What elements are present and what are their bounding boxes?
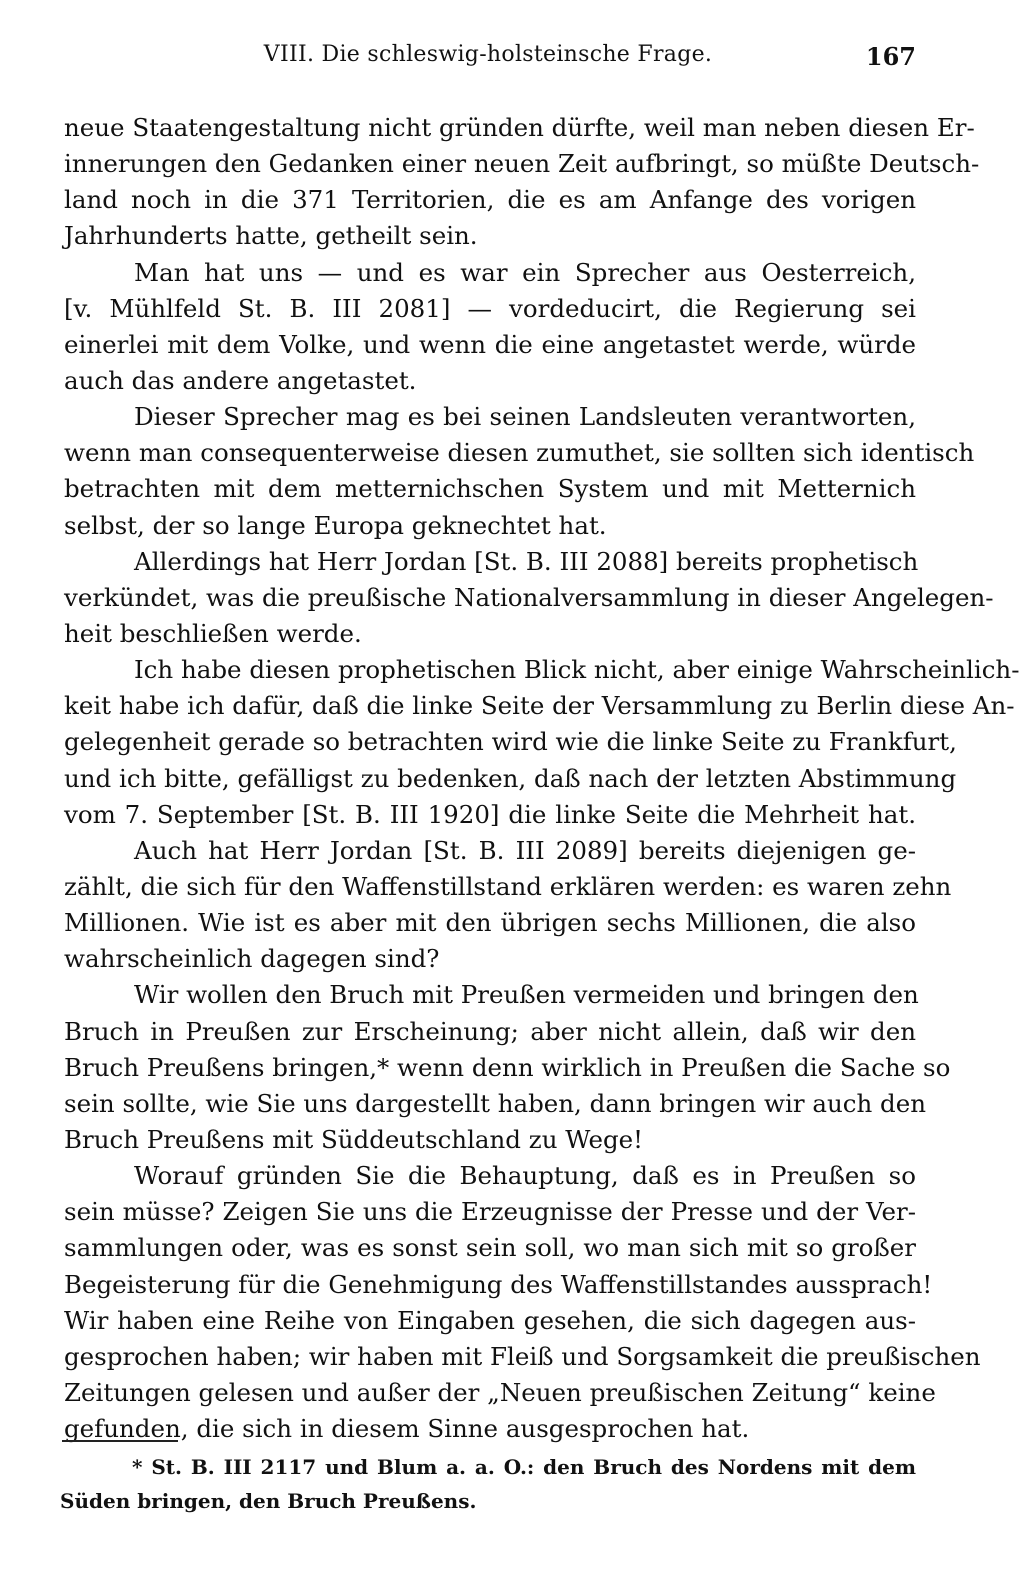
text-line: verkündet, was die preußische Nationalversammlung in dieser Angelegen- <box>64 582 994 612</box>
text-line: Bruch Preußens mit Süddeutschland zu Wege! <box>64 1124 643 1154</box>
main-text <box>64 110 1019 1447</box>
text-line: sein müsse? Zeigen Sie uns die Erzeugnisse der Presse und der Ver- <box>64 1197 916 1227</box>
footnote <box>60 1450 916 1518</box>
text-line: Begeisterung für die Genehmigung des Waffenstillstandes aussprach! <box>64 1269 933 1299</box>
text-line: gefunden, die sich in diesem Sinne ausgesprochen hat. <box>64 1414 750 1444</box>
text-line: Wir haben eine Reihe von Eingaben gesehen, die sich dagegen aus- <box>64 1305 916 1335</box>
text-line: wenn man consequenterweise diesen zumuthet, sie sollten sich identisch <box>64 438 975 468</box>
text-line: heit beschließen werde. <box>64 618 362 648</box>
text-line: land noch in die 371 Territorien, die es am Anfange des vorigen <box>64 185 916 215</box>
text-line: Man hat uns — und es war ein Sprecher aus Oesterreich, <box>134 257 916 287</box>
text-line: betrachten mit dem metternichschen System und mit Metternich <box>64 474 916 504</box>
text-line: neue Staatengestaltung nicht gründen dürfte, weil man neben diesen Er- <box>64 113 975 142</box>
text-line: gesprochen haben; wir haben mit Fleiß und Sorgsamkeit die preußischen <box>64 1341 981 1371</box>
text-line: Allerdings hat Herr Jordan [St. B. III 2088] bereits prophetisch <box>134 546 919 576</box>
text-line: Jahrhunderts hatte, getheilt sein. <box>64 221 478 251</box>
text-line: sammlungen oder, was es sonst sein soll, wo man sich mit so großer <box>64 1233 916 1263</box>
text-line: Zeitungen gelesen und außer der „Neuen preußischen Zeitung“ keine <box>64 1377 936 1407</box>
text-line: einerlei mit dem Volke, und wenn die eine angetastet werde, würde <box>64 329 916 359</box>
text-line: Auch hat Herr Jordan [St. B. III 2089] bereits diejenigen ge- <box>134 835 916 865</box>
text-line: gelegenheit gerade so betrachten wird wie die linke Seite zu Frankfurt, <box>64 727 957 757</box>
text-line: wahrscheinlich dagegen sind? <box>64 944 440 974</box>
text-line: selbst, der so lange Europa geknechtet hat. <box>64 510 607 540</box>
text-line: [v. Mühlfeld St. B. III 2081] — vordeducirt, die Regierung sei <box>64 293 916 323</box>
running-title: VIII. Die schleswig-holsteinsche Frage. <box>263 42 713 67</box>
page-number: 167 <box>865 42 916 71</box>
text-line: auch das andere angetastet. <box>64 365 417 395</box>
text-line: sein sollte, wie Sie uns dargestellt haben, dann bringen wir auch den <box>64 1088 926 1118</box>
footnote-line: * St. B. III 2117 und Blum a. a. O.: den Bruch des Nordens mit dem <box>132 1455 916 1479</box>
text-line: zählt, die sich für den Waffenstillstand erklären werden: es waren zehn <box>64 871 952 901</box>
text-line: Worauf gründen Sie die Behauptung, daß es in Preußen so <box>134 1161 916 1191</box>
footnote-line: Süden bringen, den Bruch Preußens. <box>60 1489 477 1513</box>
page-header <box>60 42 916 78</box>
footnote-divider <box>62 1440 178 1442</box>
text-line: Bruch in Preußen zur Erscheinung; aber nicht allein, daß wir den <box>64 1016 916 1046</box>
text-line: und ich bitte, gefälligst zu bedenken, daß nach der letzten Abstimmung <box>64 763 957 793</box>
text-line: Wir wollen den Bruch mit Preußen vermeiden und bringen den <box>134 980 919 1010</box>
text-line: innerungen den Gedanken einer neuen Zeit aufbringt, so müßte Deutsch- <box>64 149 980 179</box>
text-line: Ich habe diesen prophetischen Blick nicht, aber einige Wahrscheinlich- <box>134 655 1019 685</box>
text-line: Millionen. Wie ist es aber mit den übrigen sechs Millionen, die also <box>64 908 916 938</box>
text-line: Bruch Preußens bringen,* wenn denn wirklich in Preußen die Sache so <box>64 1052 951 1082</box>
text-line: vom 7. September [St. B. III 1920] die linke Seite die Mehrheit hat. <box>64 799 916 829</box>
text-line: keit habe ich dafür, daß die linke Seite der Versammlung zu Berlin diese An- <box>64 691 1015 721</box>
text-line: Dieser Sprecher mag es bei seinen Landsleuten verantworten, <box>134 402 916 432</box>
